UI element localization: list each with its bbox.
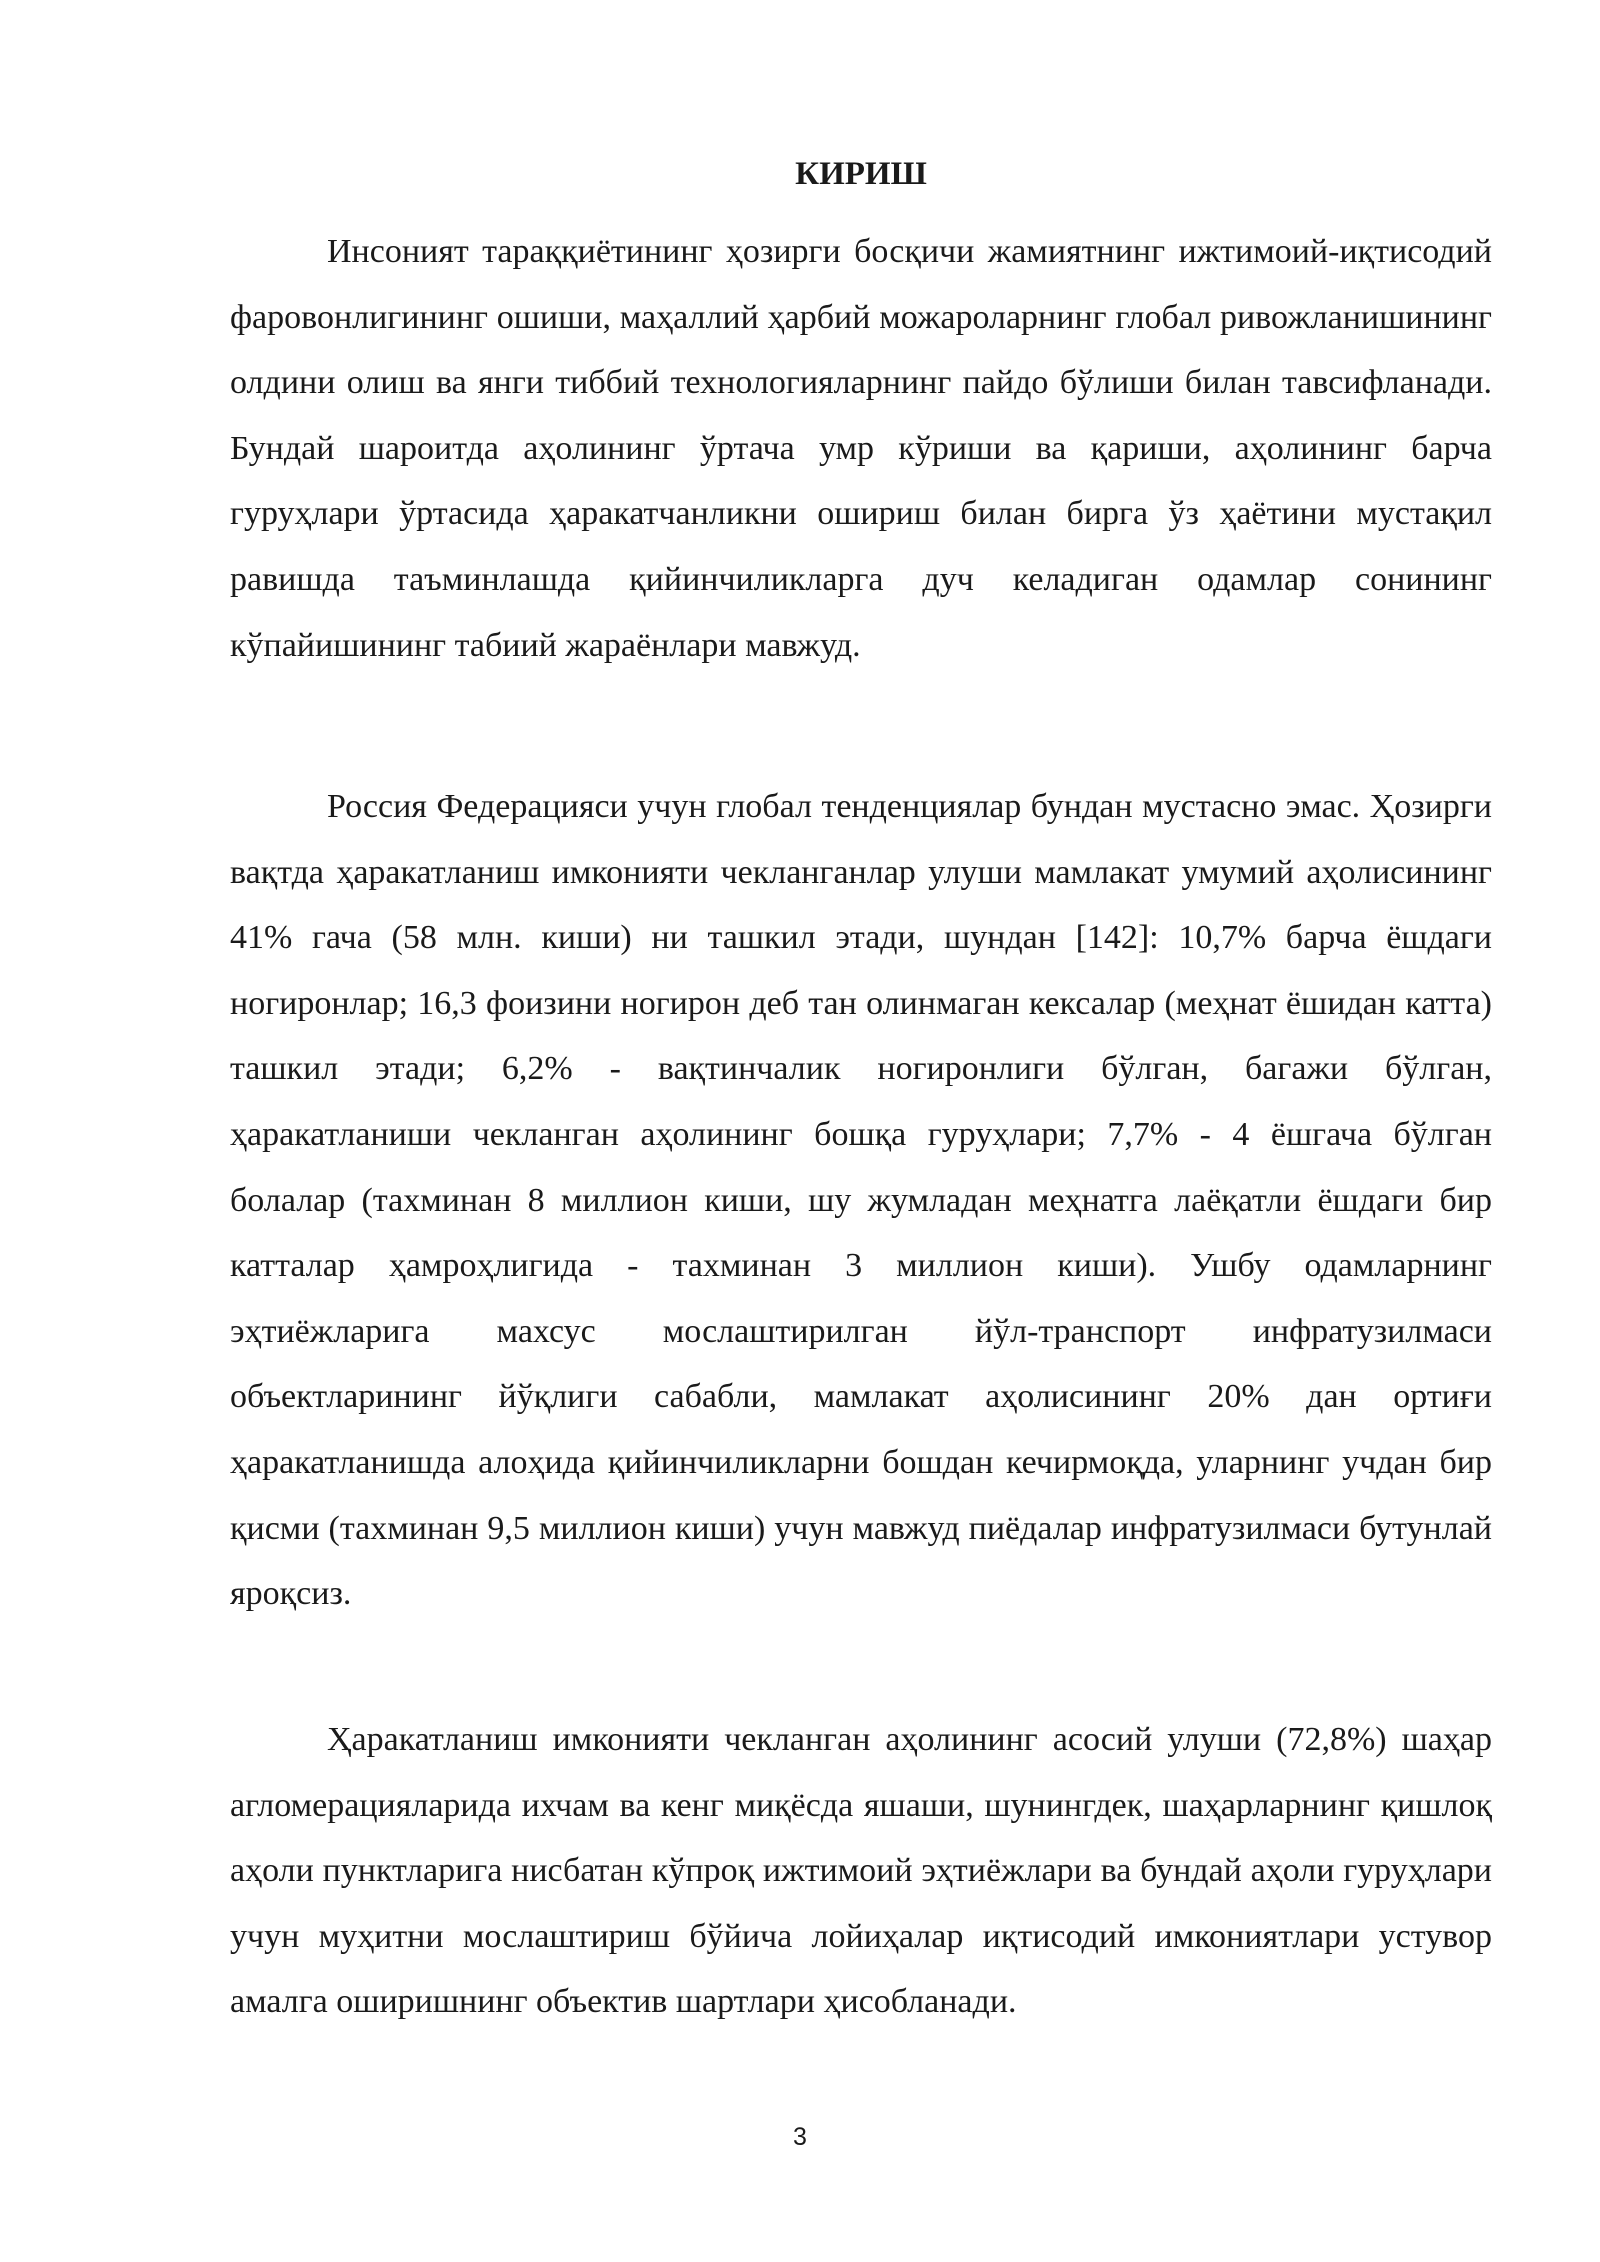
page-number: 3	[793, 2123, 807, 2151]
paragraph-2: Россия Федерацияси учун глобал тенденциялар бундан мустасно эмас. Ҳозирги вақтда ҳаракатланиш имконияти чекланганлар улуши мамлакат умумий аҳолисининг 41% гача (58 млн. киши) ни ташкил этади, шундан [142]: 10,7% барча ёшдаги ногиронлар; 16,3 фоизини ногирон деб тан олинмаган кексалар (меҳнат ёшидан катта) ташкил этади; 6,2% - вақтинчалик ногиронлиги бўлган, багажи бўлган, ҳаракатланиши чекланган аҳолининг бошқа гуруҳлари; 7,7% - 4 ёшгача бўлган болалар (тахминан 8 миллион киши, шу жумладан меҳнатга лаёқатли ёшдаги бир катталар ҳамроҳлигида - тахминан 3 миллион киши). Ушбу одамларнинг эҳтиёжларига махсус мослаштирилган йўл-транспорт инфратузилмаси объектларининг йўқлиги сабабли, мамлакат аҳолисининг 20% дан ортиғи ҳаракатланишда алоҳида қийинчиликларни бошдан кечирмоқда, уларнинг учдан бир қисми (тахминан 9,5 миллион киши) учун мавжуд пиёдалар инфратузилмаси бутунлай яроқсиз.	[230, 788, 1492, 1613]
section-heading: КИРИШ	[795, 156, 927, 192]
paragraph-1: Инсоният тараққиётининг ҳозирги босқичи жамиятнинг ижтимоий-иқтисодий фаровонлигининг ошиши, маҳаллий ҳарбий можароларнинг глобал ривожланишининг олдини олиш ва янги тиббий технологияларнинг пайдо бўлиши билан тавсифланади. Бундай шароитда аҳолининг ўртача умр кўриши ва қариши, аҳолининг барча гуруҳлари ўртасида ҳаракатчанликни ошириш билан бирга ўз ҳаётини мустақил равишда таъминлашда қийинчиликларга дуч келадиган одамлар сонининг кўпайишининг табиий жараёнлари мавжуд.	[230, 233, 1492, 664]
paragraph-3: Ҳаракатланиш имконияти чекланган аҳолининг асосий улуши (72,8%) шаҳар агломерацияларида ихчам ва кенг миқёсда яшаши, шунингдек, шаҳарларнинг қишлоқ аҳоли пунктларига нисбатан кўпроқ ижтимоий эҳтиёжлари ва бундай аҳоли гуруҳлари учун муҳитни мослаштириш бўйича лойиҳалар иқтисодий имкониятлари устувор амалга оширишнинг объектив шартлари ҳисобланади.	[230, 1721, 1492, 2021]
